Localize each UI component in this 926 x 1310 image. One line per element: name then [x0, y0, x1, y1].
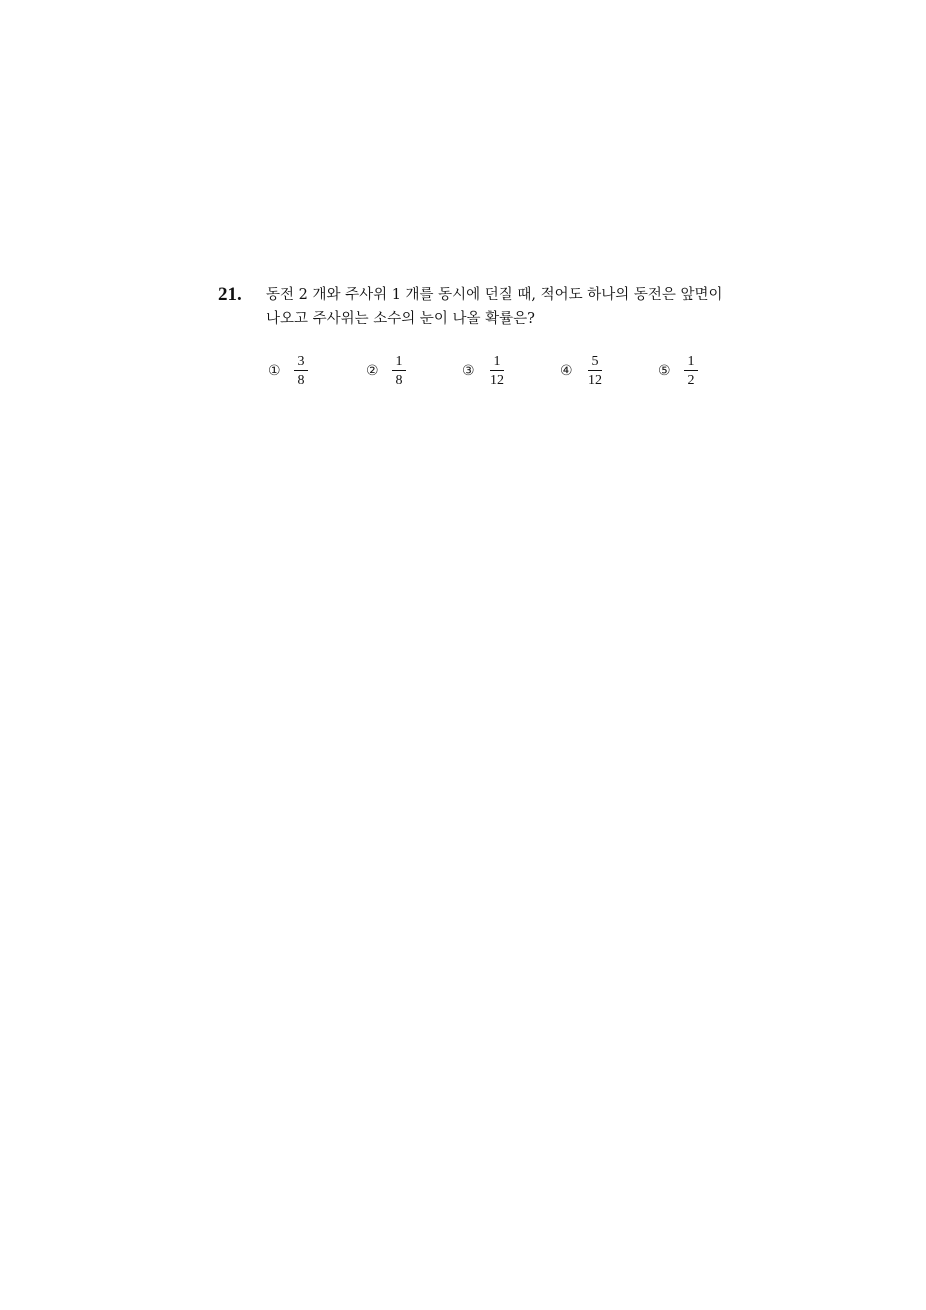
- choice-1[interactable]: [268, 351, 308, 391]
- question-text-line-1: 동전 2 개와 주사위 1 개를 동시에 던질 때, 적어도 하나의 동전은 앞면이: [266, 287, 723, 303]
- choice-2-mark: ②: [366, 363, 379, 379]
- choice-1-mark: ①: [268, 363, 281, 379]
- choice-4-denominator: 12: [588, 373, 602, 388]
- choice-5-denominator: 2: [687, 373, 695, 388]
- choice-4-fraction: [586, 354, 604, 388]
- choice-1-numerator: 3: [294, 354, 308, 371]
- choice-2[interactable]: [366, 351, 406, 391]
- choice-3-denominator: 12: [490, 373, 504, 388]
- choice-1-denominator: 8: [297, 373, 305, 388]
- choice-5-mark: ⑤: [658, 363, 671, 379]
- choice-1-fraction: [294, 354, 308, 388]
- choice-3-fraction: [488, 354, 506, 388]
- choice-2-denominator: 8: [395, 373, 403, 388]
- choice-2-fraction: [392, 354, 406, 388]
- choice-3[interactable]: [462, 351, 506, 391]
- choice-5[interactable]: [658, 351, 698, 391]
- choice-3-mark: ③: [462, 363, 475, 379]
- question-text: [266, 283, 766, 331]
- choice-3-numerator: 1: [490, 354, 504, 371]
- choice-5-numerator: 1: [684, 354, 698, 371]
- choice-2-numerator: 1: [392, 354, 406, 371]
- choice-4-numerator: 5: [588, 354, 602, 371]
- choice-5-fraction: [684, 354, 698, 388]
- answer-choices: [268, 351, 768, 391]
- question-text-line-2: 나오고 주사위는 소수의 눈이 나올 확률은?: [266, 311, 535, 327]
- choice-4-mark: ④: [560, 363, 573, 379]
- choice-4[interactable]: [560, 351, 604, 391]
- question-number: 21.: [218, 284, 242, 305]
